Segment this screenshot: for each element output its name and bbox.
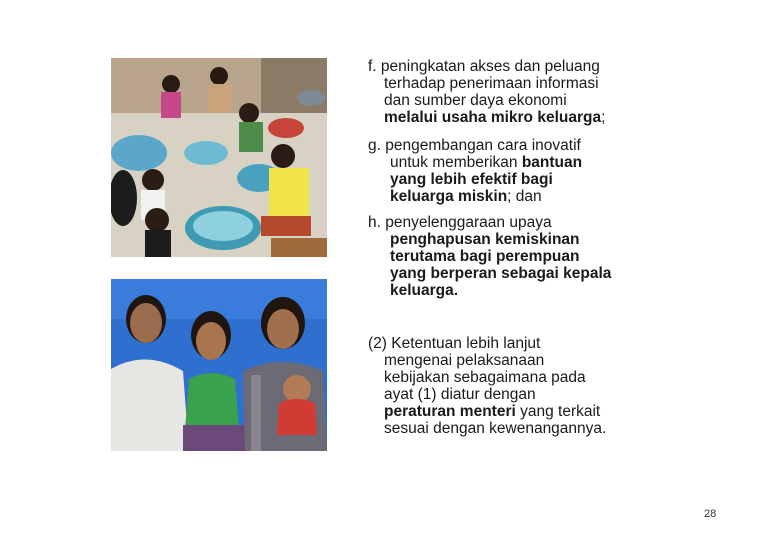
item-h-line: [368, 248, 611, 265]
list-item-h: [368, 214, 611, 299]
item-h-line: h. penyelenggaraan upaya: [368, 214, 552, 231]
item-h-bold-text: yang berperan sebagai kepala: [390, 265, 612, 282]
item-h-line: [368, 282, 611, 299]
item-h-bold-text: keluarga.: [390, 282, 459, 299]
item-f-bold-text: melalui usaha mikro keluarga: [384, 109, 602, 126]
item-f-text: ;: [601, 109, 606, 126]
item-g-line: [368, 188, 582, 205]
item-g-bold-text: yang lebih efektif bagi: [390, 171, 553, 188]
item-h-line: [368, 265, 611, 282]
paragraph-2-text: yang terkait: [515, 403, 601, 420]
item-f-line: f. peningkatan akses dan peluang: [368, 58, 600, 75]
list-item-f: [368, 58, 605, 126]
item-g-bold-text: bantuan: [521, 154, 583, 171]
item-f-line: [368, 109, 605, 126]
paragraph-2-line: mengenai pelaksanaan: [384, 352, 545, 369]
list-item-g: [368, 137, 582, 205]
paragraph-2-line: [368, 403, 606, 420]
paragraph-2: [368, 335, 606, 437]
item-h-line: [368, 231, 611, 248]
item-g-line: [368, 154, 582, 171]
item-f-line: terhadap penerimaan informasi: [384, 75, 599, 92]
paragraph-2-line: (2) Ketentuan lebih lanjut: [368, 335, 541, 352]
item-h-bold-text: terutama bagi perempuan: [390, 248, 580, 265]
item-g-line: [368, 171, 582, 188]
paragraph-2-line: kebijakan sebagaimana pada: [384, 369, 586, 386]
paragraph-2-line: ayat (1) diatur dengan: [384, 386, 536, 403]
item-h-bold-text: penghapusan kemiskinan: [390, 231, 580, 248]
paragraph-2-bold-text: peraturan menteri: [384, 403, 516, 420]
page-number: 28: [704, 508, 717, 520]
item-g-bold-text: keluarga miskin: [390, 188, 508, 205]
item-f-line: dan sumber daya ekonomi: [384, 92, 567, 109]
paragraph-2-line: sesuai dengan kewenangannya.: [384, 420, 607, 437]
item-g-text: ; dan: [507, 188, 542, 205]
photo-women-working: [111, 58, 327, 257]
item-g-text: untuk memberikan: [390, 154, 522, 171]
item-g-line: g. pengembangan cara inovatif: [368, 137, 581, 154]
photo-family-portrait: [111, 279, 327, 451]
